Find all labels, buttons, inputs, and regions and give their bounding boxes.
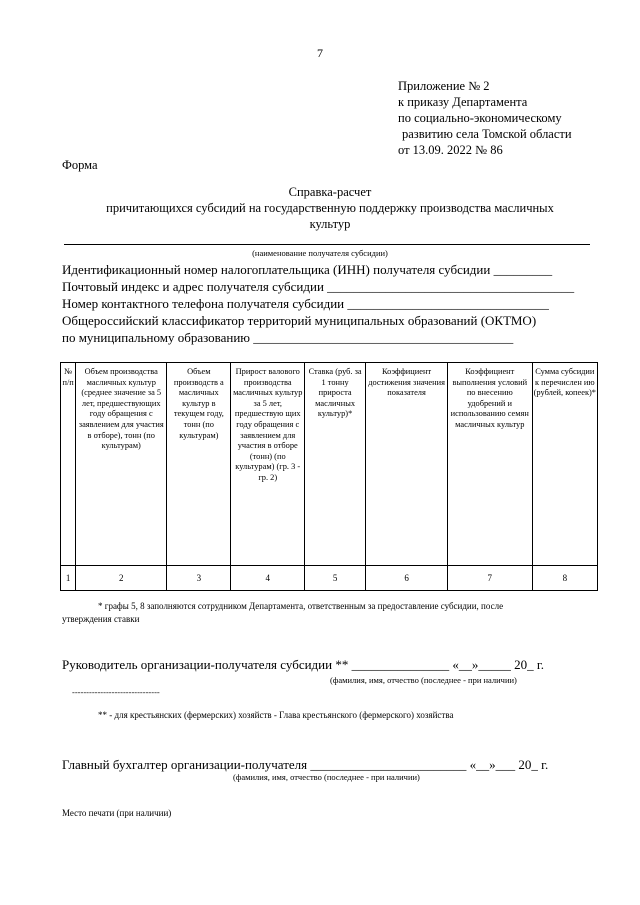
column-number: 8 (532, 566, 597, 591)
inn-field[interactable]: Идентификационный номер налогоплательщика (ИНН) получателя субсидии _________ (62, 262, 553, 277)
accountant-signature[interactable]: Главный бухгалтер организации-получателя ________________________ «__»___ 20_ г. (62, 757, 549, 772)
table-header-row (61, 363, 598, 566)
page-number: 7 (317, 46, 323, 60)
column-number-row (61, 566, 598, 591)
form-label: Форма (62, 158, 98, 172)
column-header: Объем производства масличных культур (среднее значение за 5 лет, предшествующих году обращения с заявлением для участия в отборе), тонн (по культурам) (76, 363, 167, 566)
appendix-header (398, 78, 572, 158)
oktmo-field[interactable]: по муниципальному образованию ________________________________________ (62, 330, 514, 345)
address-field[interactable]: Почтовый индекс и адрес получателя субсидии ______________________________________ (62, 279, 575, 294)
column-header: Коэффициент достижения значения показателя (366, 363, 448, 566)
footnote-star1-line2: утверждения ставки (62, 614, 140, 624)
column-number: 4 (231, 566, 305, 591)
column-number: 5 (304, 566, 365, 591)
oktmo-label: Общероссийский классификатор территорий муниципальных образований (ОКТМО) (62, 313, 537, 328)
title-line: культур (309, 217, 351, 231)
column-header: Прирост валового производства масличных культур за 5 лет, предшествую щих году обращения с заявлением для участия в отборе (тонн) (по культурам) (гр. 3 - гр. 2) (231, 363, 305, 566)
column-number: 3 (167, 566, 231, 591)
recipient-name-line[interactable] (64, 244, 590, 245)
column-header: Коэффициент выполнения условий по внесению удобрений и использованию семян масличных культур (447, 363, 532, 566)
phone-field[interactable]: Номер контактного телефона получателя субсидии _______________________________ (62, 296, 549, 311)
column-header: № п/п (61, 363, 76, 566)
appendix-line: развитию села Томской области (402, 127, 572, 141)
footnote-star1-line1: * графы 5, 8 заполняются сотрудником Департамента, ответственным за предоставление субсидии, после (98, 601, 504, 611)
footnote-separator: ------------------------------- (72, 687, 160, 697)
title-line: причитающихся субсидий на государственную поддержку производства масличных (106, 201, 554, 215)
appendix-line: по социально-экономическому (398, 111, 562, 125)
column-number: 6 (366, 566, 448, 591)
document-title (60, 184, 600, 232)
recipient-caption: (наименование получателя субсидии) (252, 248, 388, 258)
footnote-star2: ** - для крестьянских (фермерских) хозяйств - Глава крестьянского (фермерского) хозяйства (98, 710, 454, 720)
head-signature[interactable]: Руководитель организации-получателя субсидии ** _______________ «__»_____ 20_ г. (62, 657, 544, 672)
column-header: Сумма субсидии к перечислен ию (рублей, копеек)* (532, 363, 597, 566)
appendix-line: от 13.09. 2022 № 86 (398, 143, 503, 157)
column-number: 2 (76, 566, 167, 591)
appendix-line: к приказу Департамента (398, 95, 528, 109)
head-caption: (фамилия, имя, отчество (последнее - при наличии) (330, 675, 517, 685)
stamp-place: Место печати (при наличии) (62, 808, 172, 818)
accountant-caption: (фамилия, имя, отчество (последнее - при наличии) (233, 772, 420, 782)
title-line: Справка-расчет (288, 185, 372, 199)
appendix-line: Приложение № 2 (398, 79, 490, 93)
column-header: Объем производств а масличных культур в текущем году, тонн (по культурам) (167, 363, 231, 566)
column-number: 7 (447, 566, 532, 591)
column-header: Ставка (руб. за 1 тонну прироста масличных культур)* (304, 363, 365, 566)
calculation-table (60, 362, 598, 591)
column-number: 1 (61, 566, 76, 591)
